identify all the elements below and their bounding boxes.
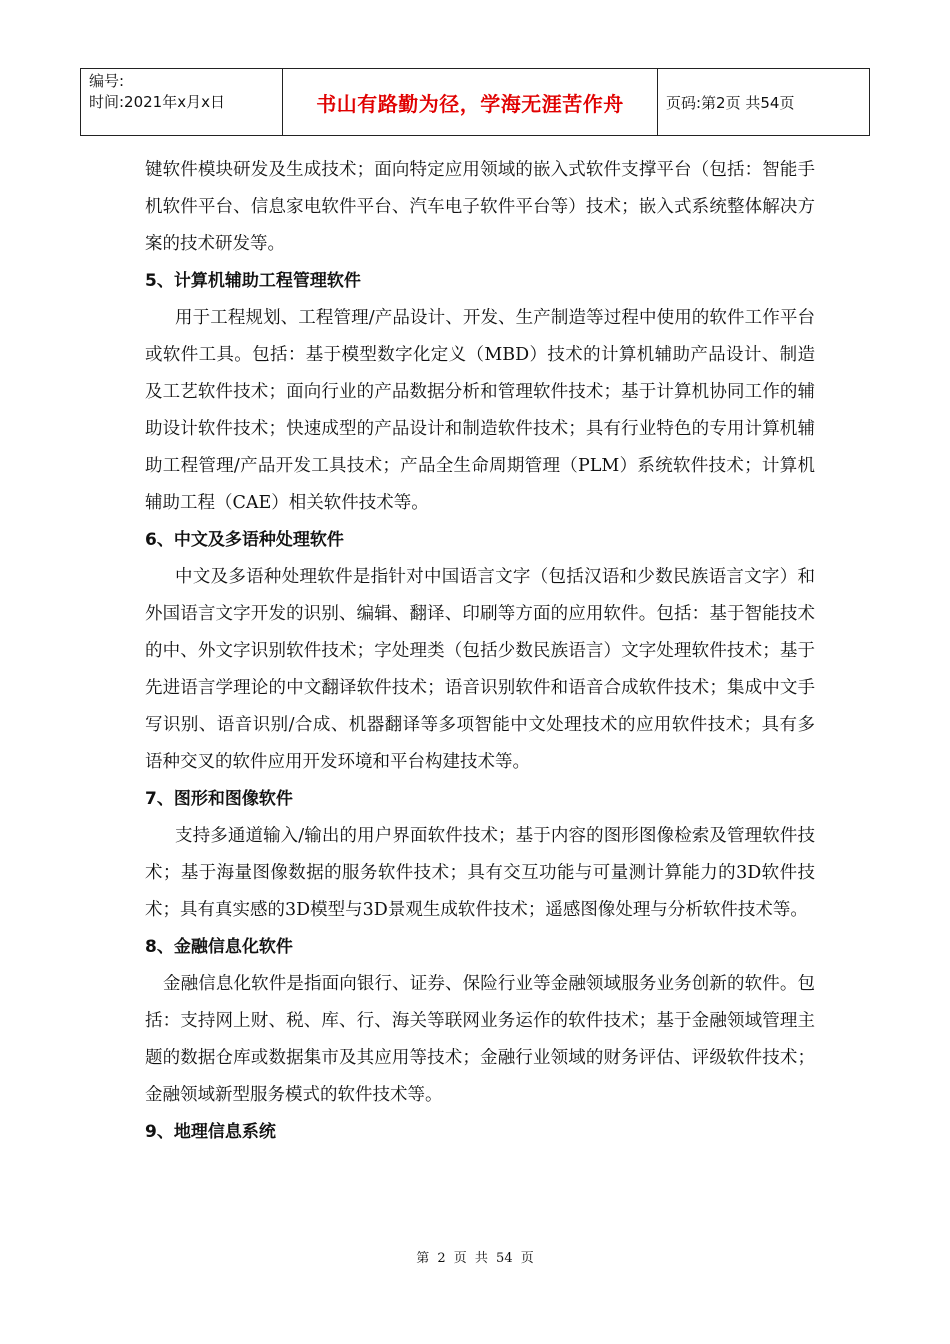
document-body [145, 152, 815, 1151]
section-heading-6: 6、中文及多语种处理软件 [145, 530, 344, 550]
paragraph-section-8: 金融信息化软件是指面向银行、证券、保险行业等金融领域服务业务创新的软件。包括：支持网上财、税、库、行、海关等联网业务运作的软件技术；基于金融领域管理主题的数据仓库或数据集市及其应用等技术；金融行业领域的财务评估、评级软件技术；金融领域新型服务模式的软件技术等。 [145, 974, 815, 1105]
section-heading-9: 9、地理信息系统 [145, 1122, 276, 1142]
header-table [80, 68, 870, 136]
header-meta-cell [81, 69, 283, 135]
document-date-label: 时间:2021年x月x日 [89, 93, 225, 111]
header-motto: 书山有路勤为径，学海无涯苦作舟 [283, 69, 658, 135]
document-number-label: 编号: [89, 72, 125, 90]
paragraph-section-5: 用于工程规划、工程管理/产品设计、开发、生产制造等过程中使用的软件工作平台或软件工具。包括：基于模型数字化定义（MBD）技术的计算机辅助产品设计、制造及工艺软件技术；面向行业的产品数据分析和管理软件技术；基于计算机协同工作的辅助设计软件技术；快速成型的产品设计和制造软件技术；具有行业特色的专用计算机辅助工程管理/产品开发工具技术；产品全生命周期管理（PLM）系统软件技术；计算机辅助工程（CAE）相关软件技术等。 [145, 308, 815, 513]
page-footer: 第 2 页 共 54 页 [416, 1251, 534, 1266]
paragraph-section-7: 支持多通道输入/输出的用户界面软件技术；基于内容的图形图像检索及管理软件技术；基于海量图像数据的服务软件技术；具有交互功能与可量测计算能力的3D软件技术；具有真实感的3D模型与3D景观生成软件技术；遥感图像处理与分析软件技术等。 [145, 826, 815, 920]
paragraph-section-6: 中文及多语种处理软件是指针对中国语言文字（包括汉语和少数民族语言文字）和外国语言文字开发的识别、编辑、翻译、印刷等方面的应用软件。包括：基于智能技术的中、外文字识别软件技术；字处理类（包括少数民族语言）文字处理软件技术；基于先进语言学理论的中文翻译软件技术；语音识别软件和语音合成软件技术；集成中文手写识别、语音识别/合成、机器翻译等多项智能中文处理技术的应用软件技术；具有多语种交叉的软件应用开发环境和平台构建技术等。 [145, 567, 815, 772]
section-heading-5: 5、计算机辅助工程管理软件 [145, 271, 361, 291]
section-heading-8: 8、金融信息化软件 [145, 937, 293, 957]
header-page-info: 页码:第2页 共54页 [666, 93, 795, 112]
section-heading-7: 7、图形和图像软件 [145, 789, 293, 809]
paragraph-intro: 键软件模块研发及生成技术；面向特定应用领域的嵌入式软件支撑平台（包括：智能手机软件平台、信息家电软件平台、汽车电子软件平台等）技术；嵌入式系统整体解决方案的技术研发等。 [145, 160, 815, 254]
